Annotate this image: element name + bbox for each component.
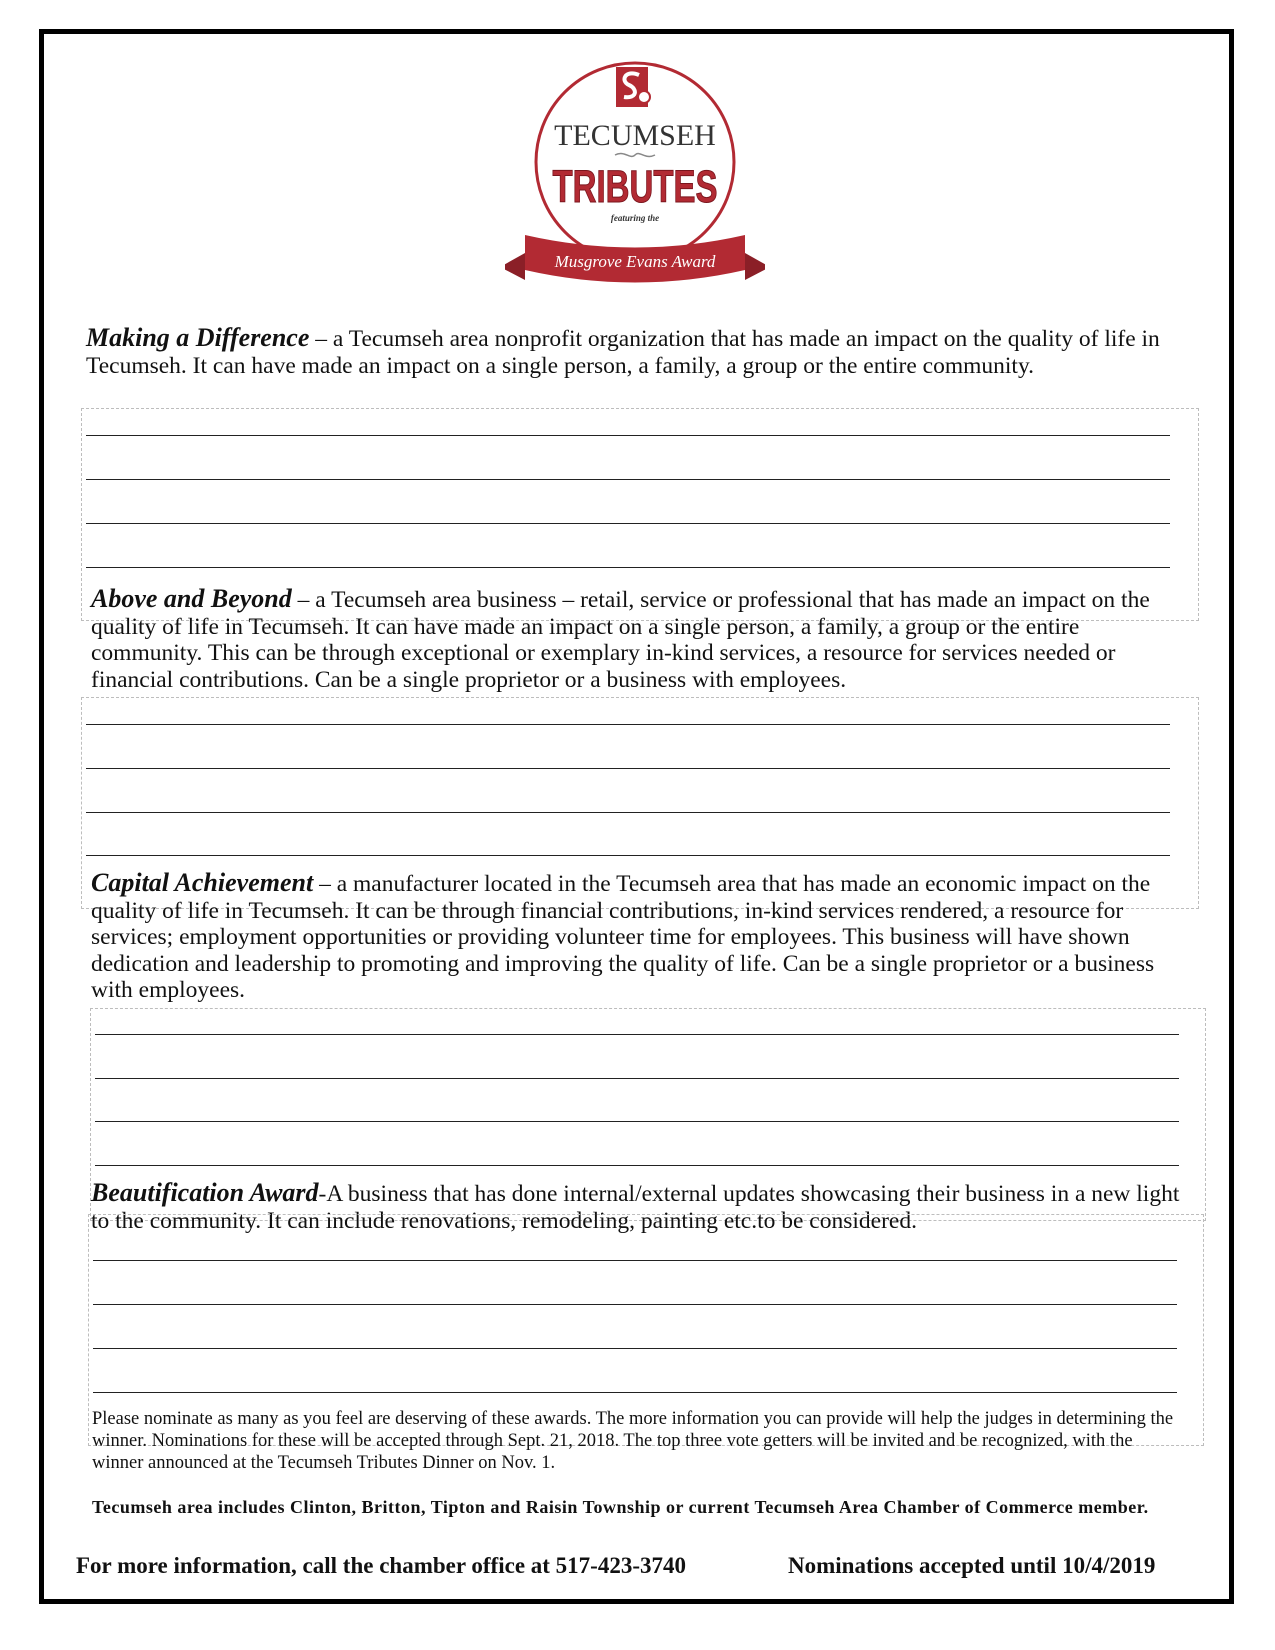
logo-ribbon-text: Musgrove Evans Award: [554, 252, 716, 271]
award-title: Beautification Award: [91, 1178, 319, 1207]
section-capital-achievement: [91, 870, 1181, 1004]
award-title: Above and Beyond: [91, 584, 292, 613]
tecumseh-tributes-logo: [505, 55, 765, 305]
award-description: – a Tecumseh area business – retail, service or professional that has made an impact on the quality of life in Tecumseh. It can have made an impact on a single person, a family, a group or the entire community. This can be through exceptional or exemplary in-kind services, a resource for services needed or financial contributions. Can be a single proprietor or a business with employees.: [91, 587, 1150, 693]
area-definition: Tecumseh area includes Clinton, Britton, Tipton and Raisin Township or current Tecumseh Area Chamber of Commerce member.: [92, 1497, 1149, 1517]
award-title: Making a Difference: [86, 323, 310, 352]
award-title: Capital Achievement: [91, 868, 314, 897]
contact-info: For more information, call the chamber office at 517-423-3740: [76, 1553, 687, 1578]
nomination-instructions: Please nominate as many as you feel are deserving of these awards. The more information you can provide will help the judges in determining the winner. Nominations for these will be accepted through Sept. 21, 2018. The top three vote getters will be invited and be recognized, with the winner announced at the Tecumseh Tributes Dinner on Nov. 1.: [92, 1409, 1174, 1473]
award-description: – a manufacturer located in the Tecumseh area that has made an economic impact on the quality of life in Tecumseh. It can be through financial contributions, in-kind services rendered, a resource for services; employment opportunities or providing volunteer time for employees. This business will have shown dedication and leadership to promoting and improving the quality of life. Can be a single proprietor or a business with employees.: [91, 871, 1155, 1003]
section-above-and-beyond: [91, 586, 1181, 693]
logo-featuring-text: featuring the: [610, 213, 660, 223]
award-description: -A business that has done internal/external updates showcasing their business in a new light to the community. It can include renovations, remodeling, painting etc.to be considered.: [91, 1181, 1180, 1234]
section-making-a-difference: [86, 325, 1166, 379]
award-description: – a Tecumseh area nonprofit organization that has made an impact on the quality of life in Tecumseh. It can have made an impact on a single person, a family, a group or the entire community.: [86, 326, 1160, 379]
logo-line1-text: TECUMSEH: [554, 119, 716, 152]
logo-line2-text: TRIBUTES: [552, 161, 718, 212]
deadline-info: Nominations accepted until 10/4/2019: [788, 1553, 1156, 1578]
